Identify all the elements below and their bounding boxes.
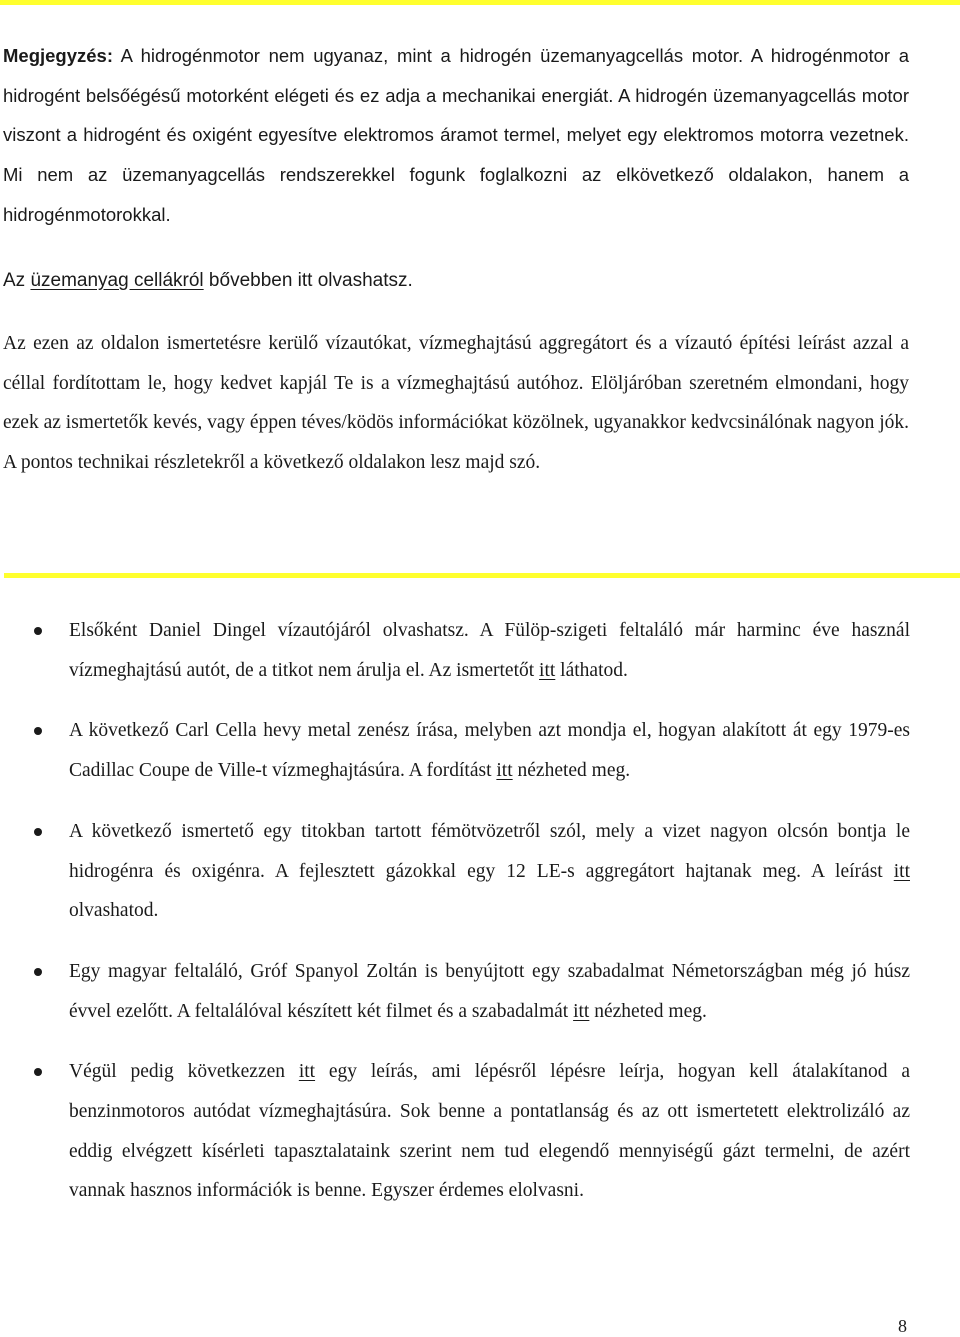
fuel-cell-line (3, 261, 909, 301)
fuel-cell-suffix: bővebben itt olvashatsz. (203, 270, 413, 291)
list-item-text-end: egy leírás, ami lépésről lépésre leírja, hogyan kell átalakítanod a benzinmotoros autódat vízmeghajtásúra. Sok benne a pontatlanság és az ott ismertetett elektrolizáló az eddig elvégzett kísérleti tapasztalataink szerint nem tud elegendő mennyiségű gázt termelni, de azért vannak hasznos információk is benne. Egyszer érdemes elolvasni. (69, 1061, 910, 1202)
itt-link[interactable]: itt (298, 1061, 316, 1083)
article-list (0, 611, 960, 1232)
page-number: 8 (898, 1316, 907, 1336)
list-item-spanyol (0, 952, 910, 1031)
list-item-dingel (0, 611, 910, 690)
list-item-text: Végül pedig következzen (69, 1061, 299, 1083)
itt-link[interactable]: itt (496, 760, 513, 782)
intro-paragraph (3, 324, 909, 483)
list-item-text: Elsőként Daniel Dingel vízautójáról olvashatsz. A Fülöp-szigeti feltaláló már harminc éve használ vízmeghajtású autót, de a titkot nem árulja el. Az ismertetőt (69, 620, 910, 681)
intro-text-3: A pontos technikai részletekről a következő oldalakon lesz majd szó. (3, 452, 541, 474)
itt-link[interactable]: itt (893, 860, 910, 882)
intro-text-1: Az ezen az oldalon ismertetésre kerülő vízautókat, vízmeghajtású aggregátort és a vízautó építési leírást azzal a céllal fordítottam le, hogy kedvet kapjál Te is a vízmeghajtású autóhoz. (3, 333, 909, 394)
list-item-conversion (0, 1052, 910, 1211)
list-item-text-end: láthatod. (555, 659, 628, 681)
note-paragraph (3, 36, 909, 235)
note-text: A hidrogénmotor nem ugyanaz, mint a hidrogén üzemanyagcellás motor. A hidrogénmotor a hidrogént belsőégésű motorként elégeti és ez adja a mechanikai energiát. A hidrogén üzemanyagcellás motor viszont a hidrogént és oxigént egyesítve elektromos áramot termel, melyet egy elektromos motorra vezetnek. (3, 45, 909, 146)
bullet-icon (34, 627, 42, 635)
list-item-text-end: nézheted meg. (589, 1000, 707, 1022)
note-text-continued: Mi nem az üzemanyagcellás rendszerekkel fogunk foglalkozni az elkövetkező oldalakon, hanem a hidrogénmotorokkal. (3, 164, 909, 225)
itt-link[interactable]: itt (573, 1000, 590, 1022)
bullet-icon (34, 828, 42, 836)
bullet-icon (34, 968, 42, 976)
fuel-cell-link[interactable]: üzemanyag cellákról (30, 270, 204, 291)
section-yellow-rule (4, 573, 960, 578)
list-item-cella (0, 711, 910, 790)
bullet-icon (34, 727, 42, 735)
list-item-text-end: nézheted meg. (512, 760, 631, 782)
list-item-text-end: olvashatod. (69, 900, 159, 922)
fuel-cell-prefix: Az (3, 270, 31, 291)
bullet-icon (34, 1068, 42, 1076)
list-item-text: Egy magyar feltaláló, Gróf Spanyol Zoltán is benyújtott egy szabadalmat Németországban még jó húsz évvel ezelőtt. A feltalálóval készített két filmet és a szabadalmát (69, 960, 910, 1022)
top-yellow-rule (0, 0, 960, 5)
note-label: Megjegyzés: (3, 45, 114, 66)
intro-text-2: Elöljáróban szeretném elmondani, hogy ezek az ismertetők kevés, vagy éppen téves/ködös információkat közölnek, ugyanakkor kedvcsinálónak nagyon jók. (3, 372, 909, 434)
list-item-alloy (0, 812, 910, 931)
list-item-text: A következő ismertető egy titokban tartott fémötvözetről szól, mely a vizet nagyon olcsón bontja le hidrogénra és oxigénra. A fejlesztett gázokkal egy 12 LE-s aggregátort hajtanak meg. A leírást (69, 820, 910, 882)
itt-link[interactable]: itt (539, 659, 556, 681)
list-item-text: A következő Carl Cella hevy metal zenész írása, melyben azt mondja el, hogyan alakított át egy 1979-es Cadillac Coupe de Ville-t vízmeghajtásúra. A fordítást (69, 720, 910, 782)
